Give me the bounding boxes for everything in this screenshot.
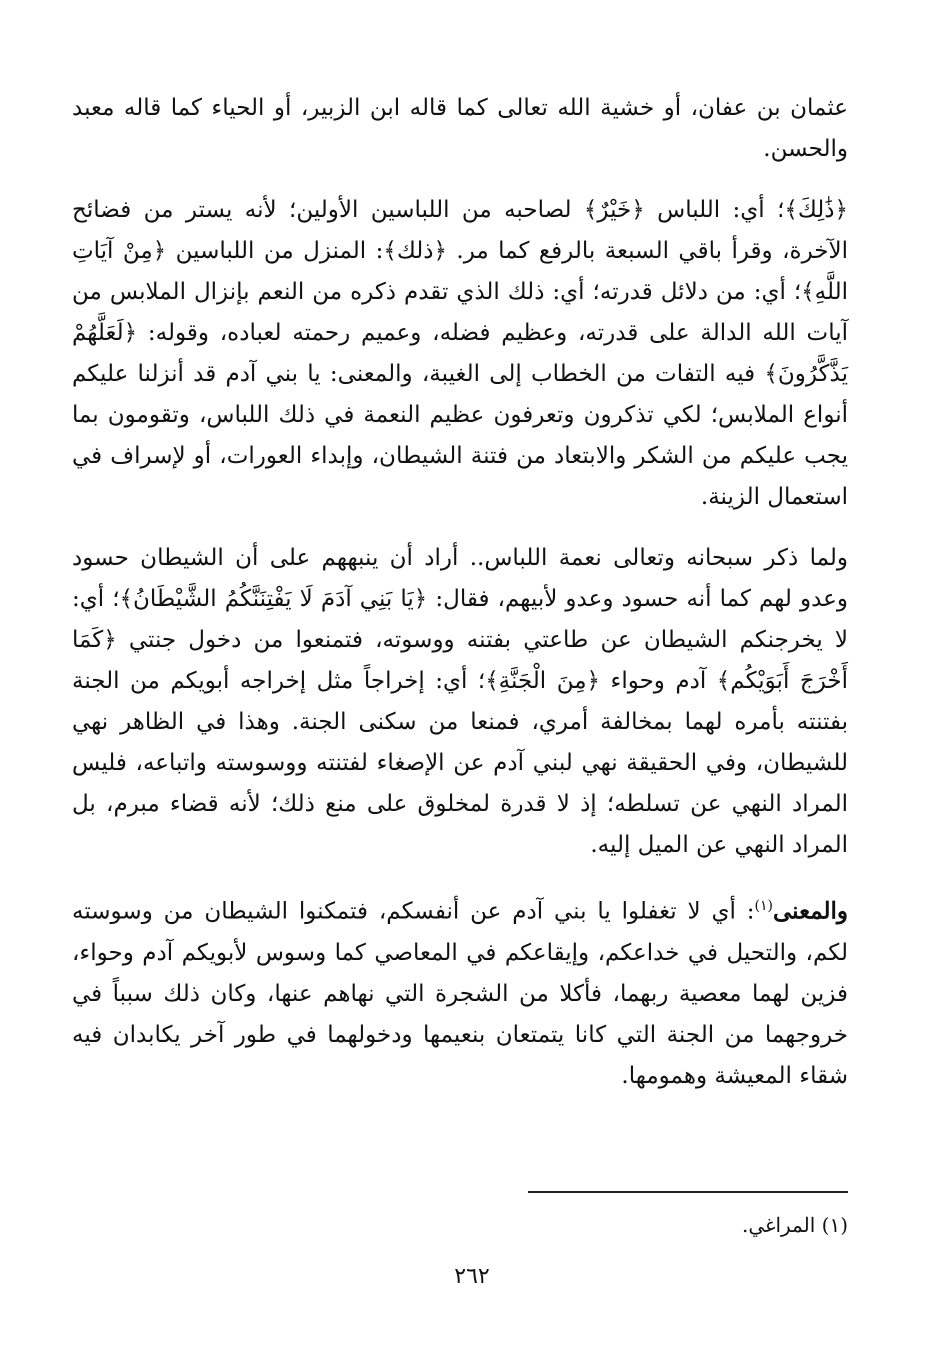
page-body	[72, 88, 848, 1097]
paragraph-4-text: : أي لا تغفلوا يا بني آدم عن أنفسكم، فتمكنوا الشيطان من وسوسته لكم، والتحيل في خداعكم، وإيقاعكم في المعاصي كما وسوس لأبويكم آدم وحواء، فزين لهما معصية ربهما، فأكلا من الشجرة التي نهاهم عنها، وكان ذلك سبباً في خروجهما من الجنة التي كانا يتمتعان بنعيمها ودخولهما في طور آخر يكابدان فيه شقاء المعيشة وهمومها.	[72, 898, 848, 1089]
paragraph-2: ﴿ذَٰلِكَ﴾؛ أي: اللباس ﴿خَيْرٌ﴾ لصاحبه من اللباسين الأولين؛ لأنه يستر من فضائح الآخرة، وقرأ باقي السبعة بالرفع كما مر. ﴿ذلك﴾: المنزل من اللباسين ﴿مِنْ آيَاتِ اللَّهِ﴾؛ أي: من دلائل قدرته؛ أي: ذلك الذي تقدم ذكره من النعم بإنزال الملابس من آيات الله الدالة على قدرته، وعظيم فضله، وعميم رحمته لعباده، وقوله: ﴿لَعَلَّهُمْ يَذَّكَّرُونَ﴾ فيه التفات من الخطاب إلى الغيبة، والمعنى: يا بني آدم قد أنزلنا عليكم أنواع الملابس؛ لكي تذكرون وتعرفون عظيم النعمة في ذلك اللباس، وتقومون بما يجب عليكم من الشكر والابتعاد من فتنة الشيطان، وإبداء العورات، أو لإسراف في استعمال الزينة.	[72, 197, 848, 510]
footnote-text: المراغي.	[741, 1213, 816, 1237]
page-number: ٢٦٢	[454, 1264, 490, 1289]
footnote-reference: (١)	[754, 898, 773, 914]
paragraph-3: ولما ذكر سبحانه وتعالى نعمة اللباس.. أراد أن ينبههم على أن الشيطان حسود وعدو لهم كما أنه حسود وعدو لأبيهم، فقال: ﴿يَا بَنِي آدَمَ لَا يَفْتِنَنَّكُمُ الشَّيْطَانُ﴾؛ أي: لا يخرجنكم الشيطان عن طاعتي بفتنه ووسوته، فتمنعوا من دخول جنتي ﴿كَمَا أَخْرَجَ أَبَوَيْكُم﴾ آدم وحواء ﴿مِنَ الْجَنَّةِ﴾؛ أي: إخراجاً مثل إخراجه أبويكم من الجنة بفتنته بأمره لهما بمخالفة أمري، فمنعا من سكنى الجنة. وهذا في الظاهر نهي للشيطان، وفي الحقيقة نهي لبني آدم عن الإصغاء لفتنته ووسوسته واتباعه، فليس المراد النهي عن تسلطه؛ إذ لا قدرة لمخلوق على منع ذلك؛ لأنه قضاء مبرم، بل المراد النهي عن الميل إليه.	[72, 545, 848, 858]
paragraph-4-lead: والمعنى	[772, 897, 848, 925]
paragraph-4	[72, 886, 848, 1097]
footnote	[448, 1210, 848, 1240]
paragraph-1: عثمان بن عفان، أو خشية الله تعالى كما قاله ابن الزبير، أو الحياء كما قاله معبد والحسن.	[72, 95, 848, 162]
footnote-divider	[528, 1191, 848, 1193]
footnote-number: (١)	[821, 1213, 848, 1237]
